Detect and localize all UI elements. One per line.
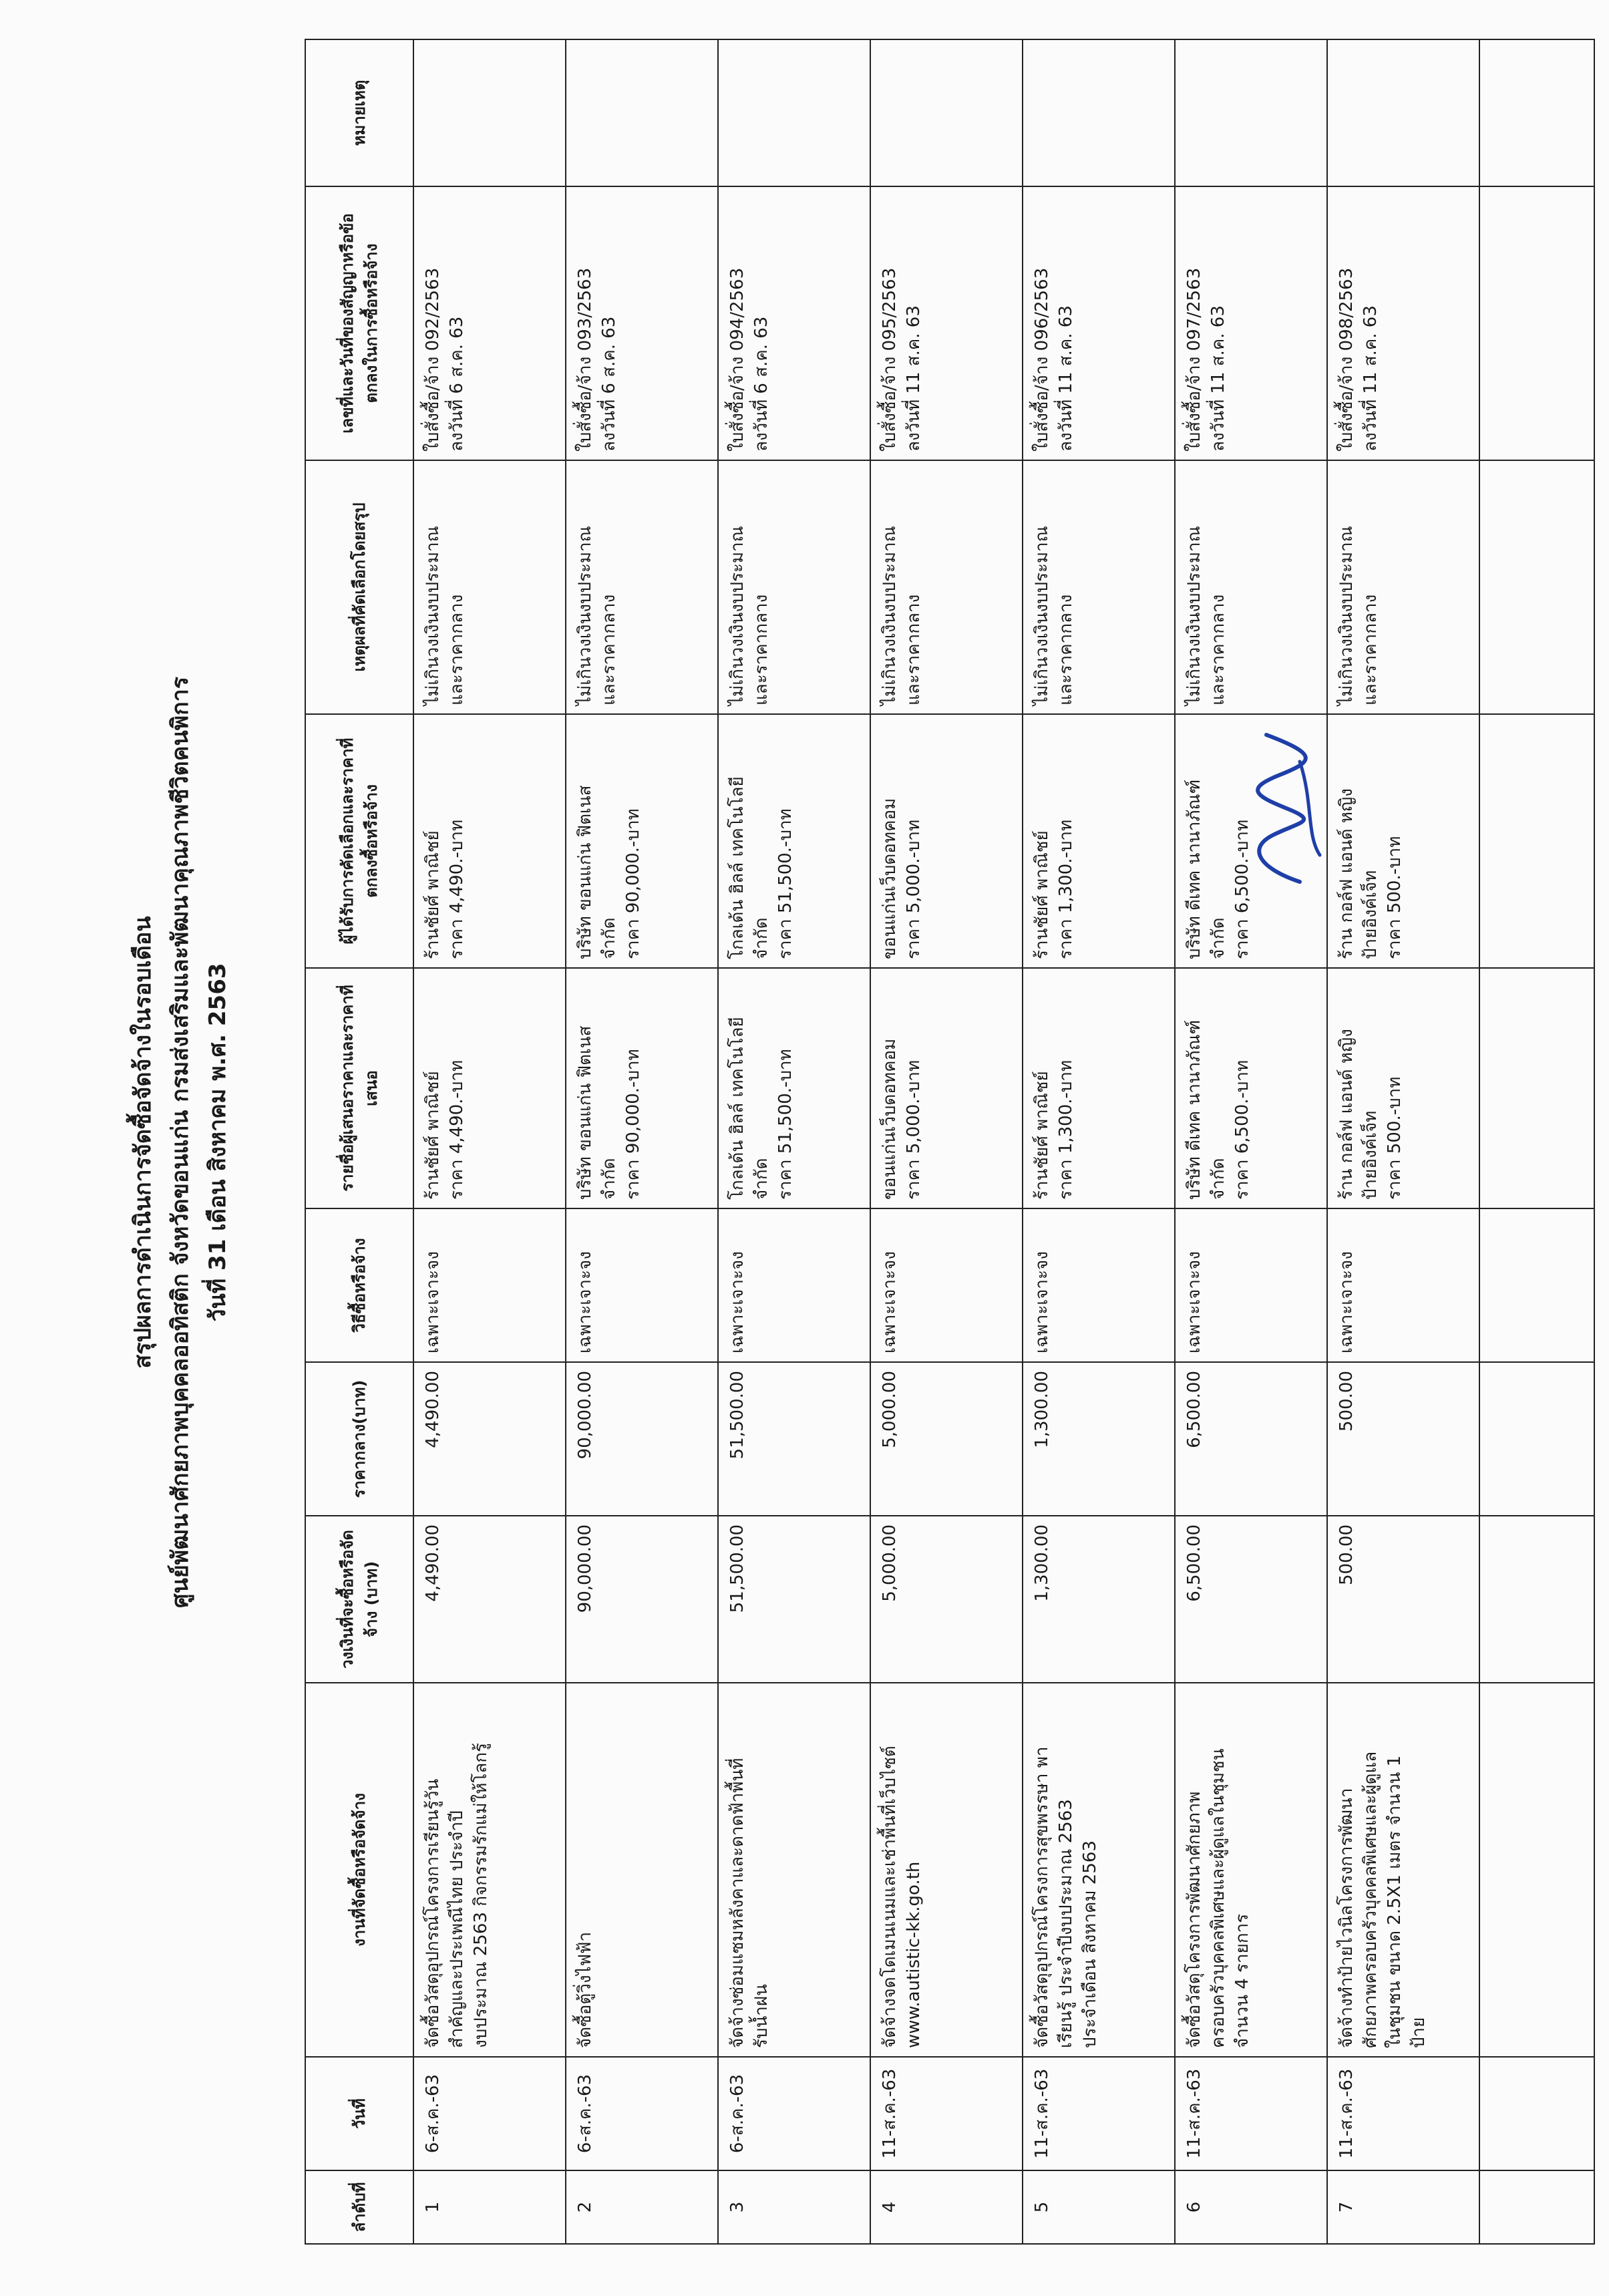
cell-bidders-line: จำกัด — [1208, 1158, 1228, 1200]
cell-reason — [413, 460, 566, 714]
cell-no: 7 — [1327, 2170, 1479, 2244]
cell-date: 11-ส.ค.-63 — [1023, 2057, 1175, 2170]
cell-bidders-line: ร้าน กอล์ฟ แอนด์ หญิง — [1336, 1029, 1357, 1200]
cell-winner — [1023, 714, 1175, 968]
cell-item-line: รับน้ำฝน — [751, 1984, 771, 2048]
col-reason: เหตุผลที่คัดเลือกโดยสรุป — [305, 460, 413, 714]
cell-item-line: จัดจ้างทำป้ายไวนิลโครงการพัฒนา — [1336, 1788, 1357, 2048]
cell-contract-line: ใบสั่งซื้อ/จ้าง 098/2563 — [1336, 267, 1357, 452]
empty-cell — [1479, 2170, 1594, 2244]
cell-contract — [566, 186, 718, 460]
col-median-price: ราคากลาง(บาท) — [305, 1362, 413, 1516]
cell-contract — [1175, 186, 1327, 460]
cell-contract — [870, 186, 1023, 460]
cell-remark — [718, 39, 870, 186]
cell-winner-line: ราคา 4,490.-บาท — [447, 819, 467, 959]
cell-method: เฉพาะเจาะจง — [566, 1208, 718, 1362]
cell-bidders — [1023, 968, 1175, 1208]
organization-name: ศูนย์พัฒนาศักยภาพบุคคลออทิสติก จังหวัดขอนแก่น กรมส่งเสริมและพัฒนาคุณภาพชีวิตคนพิการ — [167, 676, 194, 1609]
cell-contract-line: ลงวันที่ 6 ส.ค. 63 — [447, 316, 467, 452]
cell-median-price: 51,500.00 — [718, 1362, 870, 1516]
cell-reason — [718, 460, 870, 714]
cell-no: 4 — [870, 2170, 1023, 2244]
cell-median-price: 6,500.00 — [1175, 1362, 1327, 1516]
cell-item-line: ศักยภาพครอบครัวบุคคลพิเศษและผู้ดูแล — [1361, 1751, 1381, 2048]
cell-item-line: ในชุมชน ขนาด 2.5X1 เมตร จำนวน 1 — [1385, 1755, 1405, 2048]
cell-winner — [870, 714, 1023, 968]
cell-item-line: จำนวน 4 รายการ — [1232, 1913, 1252, 2048]
cell-method: เฉพาะเจาะจง — [1023, 1208, 1175, 1362]
cell-item-line: ครอบครัวบุคคลพิเศษและผู้ดูแลในชุมชน — [1208, 1748, 1228, 2048]
cell-reason-line: และราคากลาง — [904, 594, 924, 705]
cell-winner — [718, 714, 870, 968]
cell-contract-line: ลงวันที่ 11 ส.ค. 63 — [1056, 305, 1076, 452]
cell-remark — [413, 39, 566, 186]
table-row-empty — [1479, 39, 1594, 2244]
cell-median-price: 1,300.00 — [1023, 1362, 1175, 1516]
cell-reason-line: ไม่เกินวงเงินงบประมาณ — [1336, 526, 1357, 705]
cell-contract — [413, 186, 566, 460]
cell-item-line: จัดจ้างจดโดเมนเนมและเช่าพื้นที่เว็บไซต์ — [880, 1746, 900, 2048]
cell-winner-line: ร้านชัยศ์ พาณิชย์ — [423, 830, 443, 959]
cell-item — [566, 1683, 718, 2057]
cell-winner-line: จำกัด — [751, 917, 771, 959]
cell-no: 5 — [1023, 2170, 1175, 2244]
empty-cell — [1479, 2057, 1594, 2170]
cell-method: เฉพาะเจาะจง — [718, 1208, 870, 1362]
table-row — [413, 39, 566, 2244]
cell-budget: 5,000.00 — [870, 1516, 1023, 1683]
empty-cell — [1479, 714, 1594, 968]
empty-cell — [1479, 1362, 1594, 1516]
cell-item-line: จัดซื้อวัสดุอุปกรณ์โครงการเรียนรู้วัน — [423, 1778, 443, 2048]
cell-bidders-line: จำกัด — [751, 1158, 771, 1200]
cell-contract-line: ใบสั่งซื้อ/จ้าง 095/2563 — [880, 267, 900, 452]
col-remark: หมายเหตุ — [305, 39, 413, 186]
empty-cell — [1479, 1516, 1594, 1683]
cell-winner-line: ราคา 6,500.-บาท — [1232, 819, 1252, 959]
cell-no: 1 — [413, 2170, 566, 2244]
cell-winner-line: ราคา 1,300.-บาท — [1056, 819, 1076, 959]
cell-bidders-line: ร้านชัยศ์ พาณิชย์ — [1032, 1071, 1052, 1200]
cell-bidders-line: จำกัด — [599, 1158, 619, 1200]
cell-reason-line: และราคากลาง — [1361, 594, 1381, 705]
cell-contract-line: ใบสั่งซื้อ/จ้าง 093/2563 — [575, 267, 595, 452]
cell-method: เฉพาะเจาะจง — [870, 1208, 1023, 1362]
cell-bidders — [566, 968, 718, 1208]
cell-bidders — [1327, 968, 1479, 1208]
cell-bidders-line: ราคา 90,000.-บาท — [623, 1049, 643, 1200]
cell-bidders — [718, 968, 870, 1208]
cell-reason-line: ไม่เกินวงเงินงบประมาณ — [727, 526, 747, 705]
report-date: วันที่ 31 เดือน สิงหาคม พ.ศ. 2563 — [204, 963, 231, 1322]
cell-budget: 90,000.00 — [566, 1516, 718, 1683]
cell-bidders-line: ราคา 1,300.-บาท — [1056, 1059, 1076, 1200]
cell-contract-line: ใบสั่งซื้อ/จ้าง 092/2563 — [423, 267, 443, 452]
cell-reason-line: ไม่เกินวงเงินงบประมาณ — [880, 526, 900, 705]
table-body — [413, 39, 1594, 2244]
cell-date: 6-ส.ค.-63 — [718, 2057, 870, 2170]
rotated-sheet — [124, 40, 1487, 2245]
cell-winner-line: ร้านชัยศ์ พาณิชย์ — [1032, 830, 1052, 959]
cell-winner-line: จำกัด — [1208, 917, 1228, 959]
cell-bidders-line: ราคา 6,500.-บาท — [1232, 1059, 1252, 1200]
cell-bidders-line: บริษัท ดีเทค นานาภัณฑ์ — [1184, 1019, 1204, 1200]
table-row — [1175, 39, 1327, 2244]
cell-remark — [566, 39, 718, 186]
cell-contract — [718, 186, 870, 460]
cell-item-line: จัดซื้อวัสดุอุปกรณ์โครงการสุขพรรษา พา — [1032, 1746, 1052, 2048]
cell-item-line: เรียนรู้ ประจำปีงบประมาณ 2563 — [1056, 1799, 1076, 2048]
cell-budget: 51,500.00 — [718, 1516, 870, 1683]
cell-date: 6-ส.ค.-63 — [566, 2057, 718, 2170]
cell-winner-line: บริษัท ดีเทค นานาภัณฑ์ — [1184, 779, 1204, 959]
table-row — [566, 39, 718, 2244]
col-method: วิธีซื้อหรือจ้าง — [305, 1208, 413, 1362]
cell-item-line: www.autistic-kk.go.th — [904, 1861, 924, 2048]
col-no: ลำดับที่ — [305, 2170, 413, 2244]
document-title: สรุปผลการดำเนินการจัดซื้อจัดจ้างในรอบเดือน — [130, 916, 156, 1369]
cell-remark — [1175, 39, 1327, 186]
cell-winner — [566, 714, 718, 968]
procurement-table — [305, 39, 1595, 2245]
cell-bidders-line: ราคา 500.-บาท — [1385, 1076, 1405, 1200]
cell-budget: 500.00 — [1327, 1516, 1479, 1683]
cell-remark — [870, 39, 1023, 186]
cell-median-price: 500.00 — [1327, 1362, 1479, 1516]
cell-contract — [1023, 186, 1175, 460]
cell-contract-line: ลงวันที่ 6 ส.ค. 63 — [599, 316, 619, 452]
cell-method: เฉพาะเจาะจง — [413, 1208, 566, 1362]
cell-reason-line: และราคากลาง — [599, 594, 619, 705]
cell-winner-line: ราคา 500.-บาท — [1385, 836, 1405, 959]
cell-reason-line: และราคากลาง — [447, 594, 467, 705]
cell-remark — [1023, 39, 1175, 186]
cell-bidders-line: โกลเด้น ฮิลล์ เทคโนโลยี — [727, 1017, 747, 1200]
cell-median-price: 4,490.00 — [413, 1362, 566, 1516]
cell-no: 6 — [1175, 2170, 1327, 2244]
cell-item — [1023, 1683, 1175, 2057]
cell-bidders-line: ราคา 4,490.-บาท — [447, 1059, 467, 1200]
table-header-row — [305, 39, 413, 2244]
cell-bidders-line: บริษัท ขอนแก่น ฟิตเนส — [575, 1025, 595, 1200]
col-budget: วงเงินที่จะซื้อหรือจัดจ้าง (บาท) — [305, 1516, 413, 1683]
cell-contract-line: ใบสั่งซื้อ/จ้าง 097/2563 — [1184, 267, 1204, 452]
cell-contract-line: ลงวันที่ 11 ส.ค. 63 — [904, 305, 924, 452]
cell-budget: 4,490.00 — [413, 1516, 566, 1683]
cell-reason-line: และราคากลาง — [1208, 594, 1228, 705]
cell-date: 11-ส.ค.-63 — [1327, 2057, 1479, 2170]
cell-item-line: จัดจ้างซ่อมแซมหลังคาและดาดฟ้าพื้นที่ — [727, 1758, 747, 2048]
cell-item-line: จัดซื้อตู้วิ่งไฟฟ้า — [575, 1931, 595, 2048]
cell-contract-line: ลงวันที่ 6 ส.ค. 63 — [751, 316, 771, 452]
cell-item-line: งบประมาณ 2563 กิจกรรมรักแม่ให้โลกรู้ — [471, 1742, 491, 2048]
cell-reason-line: ไม่เกินวงเงินงบประมาณ — [1032, 526, 1052, 705]
handwritten-signature — [1220, 721, 1340, 895]
col-bidders: รายชื่อผู้เสนอราคาและราคาที่เสนอ — [305, 968, 413, 1208]
cell-item-line: จัดซื้อวัสดุโครงการพัฒนาศักยภาพ — [1184, 1791, 1204, 2048]
table-row — [718, 39, 870, 2244]
cell-winner-line: ขอนแก่นเว็บดอทคอม — [880, 798, 900, 959]
cell-contract-line: ลงวันที่ 11 ส.ค. 63 — [1361, 305, 1381, 452]
cell-bidders-line: ป้ายอิงค์เจ็ท — [1361, 1110, 1381, 1200]
cell-item-line: ประจำเดือน สิงหาคม 2563 — [1080, 1840, 1100, 2048]
cell-reason-line: และราคากลาง — [1056, 594, 1076, 705]
table-row — [870, 39, 1023, 2244]
cell-item-line: ป้าย — [1409, 2017, 1429, 2048]
cell-date: 11-ส.ค.-63 — [870, 2057, 1023, 2170]
cell-winner-line: โกลเด้น ฮิลล์ เทคโนโลยี — [727, 776, 747, 959]
cell-date: 6-ส.ค.-63 — [413, 2057, 566, 2170]
cell-bidders — [413, 968, 566, 1208]
cell-winner-line: ร้าน กอล์ฟ แอนด์ หญิง — [1336, 788, 1357, 959]
col-winner: ผู้ได้รับการคัดเลือกและราคาที่ตกลงซื้อหรือจ้าง — [305, 714, 413, 968]
cell-winner-line: ป้ายอิงค์เจ็ท — [1361, 870, 1381, 959]
cell-winner-line: ราคา 51,500.-บาท — [775, 808, 795, 959]
empty-cell — [1479, 968, 1594, 1208]
cell-contract-line: ลงวันที่ 11 ส.ค. 63 — [1208, 305, 1228, 452]
cell-item — [718, 1683, 870, 2057]
cell-reason-line: ไม่เกินวงเงินงบประมาณ — [575, 526, 595, 705]
cell-budget: 1,300.00 — [1023, 1516, 1175, 1683]
cell-reason — [1175, 460, 1327, 714]
cell-reason-line: ไม่เกินวงเงินงบประมาณ — [423, 526, 443, 705]
cell-winner-line: ราคา 5,000.-บาท — [904, 819, 924, 959]
empty-cell — [1479, 460, 1594, 714]
cell-bidders-line: ขอนแก่นเว็บดอทคอม — [880, 1038, 900, 1200]
cell-no: 3 — [718, 2170, 870, 2244]
cell-item — [870, 1683, 1023, 2057]
cell-contract-line: ใบสั่งซื้อ/จ้าง 094/2563 — [727, 267, 747, 452]
cell-method: เฉพาะเจาะจง — [1175, 1208, 1327, 1362]
cell-winner-line: บริษัท ขอนแก่น ฟิตเนส — [575, 785, 595, 959]
empty-cell — [1479, 1208, 1594, 1362]
cell-bidders — [870, 968, 1023, 1208]
cell-reason — [566, 460, 718, 714]
col-contract: เลขที่และวันที่ของสัญญาหรือข้อตกลงในการซื้อหรือจ้าง — [305, 186, 413, 460]
cell-item — [1175, 1683, 1327, 2057]
cell-contract — [1327, 186, 1479, 460]
cell-contract-line: ใบสั่งซื้อ/จ้าง 096/2563 — [1032, 267, 1052, 452]
cell-bidders — [1175, 968, 1327, 1208]
cell-winner-line: ราคา 90,000.-บาท — [623, 808, 643, 959]
cell-median-price: 90,000.00 — [566, 1362, 718, 1516]
empty-cell — [1479, 39, 1594, 186]
cell-bidders-line: ร้านชัยศ์ พาณิชย์ — [423, 1071, 443, 1200]
cell-median-price: 5,000.00 — [870, 1362, 1023, 1516]
cell-winner — [1327, 714, 1479, 968]
cell-reason-line: และราคากลาง — [751, 594, 771, 705]
cell-no: 2 — [566, 2170, 718, 2244]
cell-reason — [870, 460, 1023, 714]
cell-item — [1327, 1683, 1479, 2057]
cell-reason-line: ไม่เกินวงเงินงบประมาณ — [1184, 526, 1204, 705]
cell-item — [413, 1683, 566, 2057]
cell-reason — [1023, 460, 1175, 714]
table-row — [1023, 39, 1175, 2244]
cell-budget: 6,500.00 — [1175, 1516, 1327, 1683]
cell-winner — [413, 714, 566, 968]
cell-bidders-line: ราคา 5,000.-บาท — [904, 1059, 924, 1200]
col-date: วันที่ — [305, 2057, 413, 2170]
cell-bidders-line: ราคา 51,500.-บาท — [775, 1049, 795, 1200]
cell-date: 11-ส.ค.-63 — [1175, 2057, 1327, 2170]
table-row — [1327, 39, 1479, 2244]
empty-cell — [1479, 1683, 1594, 2057]
cell-remark — [1327, 39, 1479, 186]
cell-winner-line: จำกัด — [599, 917, 619, 959]
cell-method: เฉพาะเจาะจง — [1327, 1208, 1479, 1362]
cell-reason — [1327, 460, 1479, 714]
col-item: งานที่จัดซื้อหรือจัดจ้าง — [305, 1683, 413, 2057]
empty-cell — [1479, 186, 1594, 460]
document-header — [124, 40, 291, 2245]
cell-item-line: สำคัญและประเพณีไทย ประจำปี — [447, 1810, 467, 2048]
